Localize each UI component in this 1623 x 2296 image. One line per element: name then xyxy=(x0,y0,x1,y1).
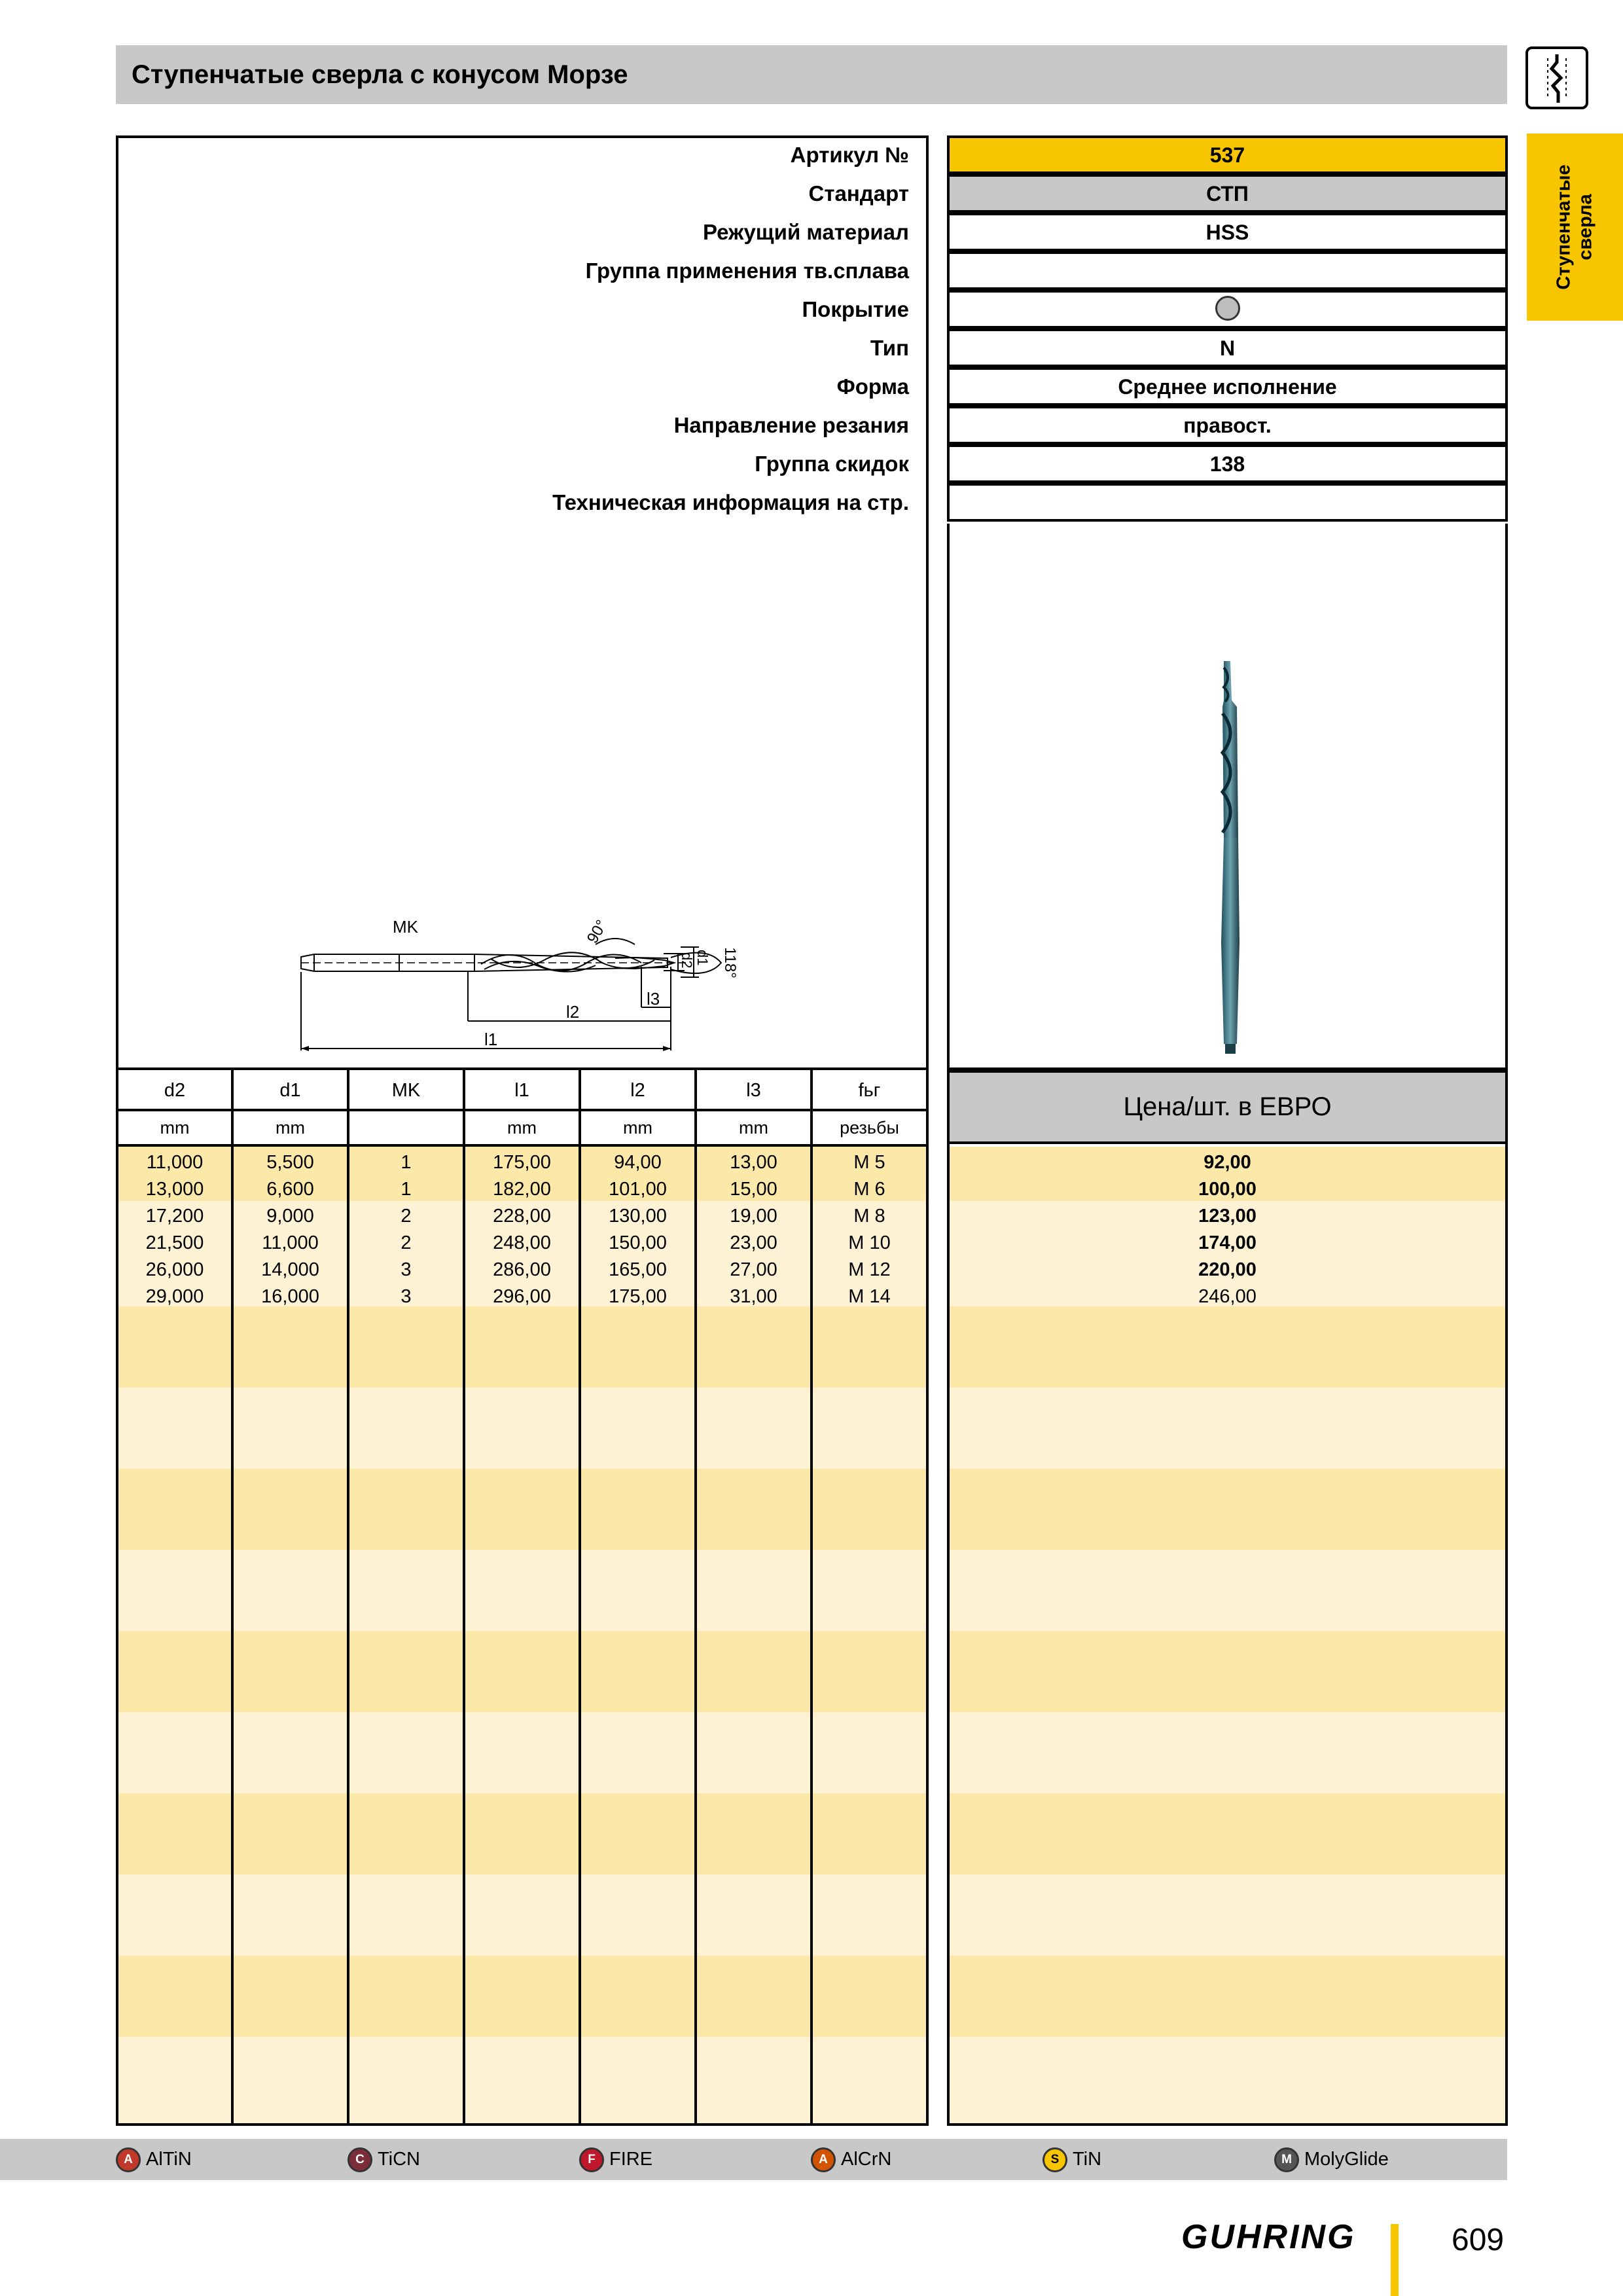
price-value: 246,00 xyxy=(1198,1286,1257,1307)
attr-label-tech-info: Техническая информация на стр. xyxy=(552,490,909,514)
legend-item-altin xyxy=(116,2139,192,2180)
attr-label-coating: Покрытие xyxy=(802,297,909,321)
step-drill-product-image xyxy=(1204,661,1250,1054)
table-row xyxy=(118,1230,926,1257)
price-value: 174,00 xyxy=(1198,1232,1257,1253)
ticn-coating-icon: C xyxy=(348,2147,372,2172)
cell-l1: 182,00 xyxy=(493,1179,551,1200)
legend-item-tin xyxy=(1043,2139,1101,2180)
attr-value-standard: СТП xyxy=(947,174,1508,213)
attr-label-standard: Стандарт xyxy=(808,181,909,206)
page-number: 609 xyxy=(1452,2223,1505,2257)
col-header-d2: d2 xyxy=(164,1080,186,1101)
price-value: 100,00 xyxy=(1198,1179,1257,1200)
legend-label: TiN xyxy=(1073,2149,1102,2170)
attr-value-form: Среднее исполнение xyxy=(947,367,1508,406)
cell-l1: 286,00 xyxy=(493,1259,551,1280)
attr-label-type: Тип xyxy=(870,336,909,360)
unit-l3: mm xyxy=(739,1118,768,1138)
legend-item-fire xyxy=(579,2139,652,2180)
brand-logo: GUHRING xyxy=(1181,2218,1356,2256)
cell-l1: 248,00 xyxy=(493,1232,551,1253)
label-l3: l3 xyxy=(647,989,660,1009)
table-row xyxy=(118,1283,926,1310)
attr-value-discount-group: 138 xyxy=(947,444,1508,483)
cell-thread: M 6 xyxy=(853,1179,885,1200)
cell-mk: 3 xyxy=(401,1286,412,1307)
table-row xyxy=(118,1257,926,1283)
legend-item-ticn xyxy=(348,2139,420,2180)
brand-separator xyxy=(1391,2224,1399,2296)
label-angle-90: 90° xyxy=(583,917,611,946)
cell-l3: 31,00 xyxy=(730,1286,777,1307)
cell-l2: 150,00 xyxy=(609,1232,667,1253)
col-header-l1: l1 xyxy=(514,1080,529,1101)
cell-mk: 1 xyxy=(401,1152,412,1173)
cell-l1: 228,00 xyxy=(493,1206,551,1227)
cell-l3: 19,00 xyxy=(730,1206,777,1227)
cell-thread: M 10 xyxy=(848,1232,891,1253)
attr-value-carbide-group xyxy=(947,251,1508,290)
drill-technical-drawing xyxy=(288,906,759,1057)
attr-value-article: 537 xyxy=(947,135,1508,174)
table-row xyxy=(118,1203,926,1230)
cell-l3: 13,00 xyxy=(730,1152,777,1173)
altin-coating-icon: A xyxy=(116,2147,141,2172)
legend-item-alcrn xyxy=(811,2139,891,2180)
molyglide-coating-icon: M xyxy=(1274,2147,1299,2172)
col-header-thread: fьг xyxy=(858,1080,881,1101)
cell-l1: 175,00 xyxy=(493,1152,551,1173)
cell-l3: 23,00 xyxy=(730,1232,777,1253)
cell-d2: 17,200 xyxy=(145,1206,204,1227)
attr-label-discount-group: Группа скидок xyxy=(755,452,909,476)
fire-coating-icon: F xyxy=(579,2147,604,2172)
cell-mk: 1 xyxy=(401,1179,412,1200)
cell-l2: 175,00 xyxy=(609,1286,667,1307)
cell-mk: 3 xyxy=(401,1259,412,1280)
legend-label: MolyGlide xyxy=(1304,2149,1389,2170)
unit-d1: mm xyxy=(276,1118,305,1138)
unit-l2: mm xyxy=(623,1118,652,1138)
cell-l1: 296,00 xyxy=(493,1286,551,1307)
label-angle-118: 118° xyxy=(721,947,739,978)
label-l1: l1 xyxy=(484,1030,498,1049)
cell-mk: 2 xyxy=(401,1232,412,1253)
cell-d1: 14,000 xyxy=(261,1259,319,1280)
cell-l2: 101,00 xyxy=(609,1179,667,1200)
table-row xyxy=(118,1149,926,1176)
step-drill-category-icon xyxy=(1525,46,1588,109)
attr-value-cutting-direction: правост. xyxy=(947,406,1508,444)
cell-thread: M 14 xyxy=(848,1286,891,1307)
uncoated-circle-icon xyxy=(1215,296,1240,321)
cell-d2: 29,000 xyxy=(145,1286,204,1307)
cell-d2: 11,000 xyxy=(146,1152,204,1173)
attr-value-cutting-material: HSS xyxy=(947,213,1508,251)
attr-label-cutting-direction: Направление резания xyxy=(673,413,909,437)
legend-item-molyglide xyxy=(1274,2139,1389,2180)
cell-l2: 165,00 xyxy=(609,1259,667,1280)
tin-coating-icon: S xyxy=(1043,2147,1067,2172)
unit-mk xyxy=(349,1111,463,1144)
attr-label-carbide-group: Группа применения тв.сплава xyxy=(585,259,909,283)
cell-d1: 16,000 xyxy=(261,1286,319,1307)
legend-label: AlTiN xyxy=(146,2149,192,2170)
cell-mk: 2 xyxy=(401,1206,412,1227)
table-units-divider xyxy=(116,1144,929,1147)
attr-value-coating xyxy=(947,290,1508,329)
alcrn-coating-icon: A xyxy=(811,2147,836,2172)
price-value: 220,00 xyxy=(1198,1259,1257,1280)
cell-l3: 27,00 xyxy=(730,1259,777,1280)
page-title: Ступенчатые сверла с конусом Морзе xyxy=(132,60,628,89)
side-tab-label: Ступенчатые сверла xyxy=(1553,164,1596,290)
label-d2: d2 xyxy=(679,952,695,969)
legend-label: AlCrN xyxy=(841,2149,892,2170)
cell-l2: 94,00 xyxy=(614,1152,662,1173)
attr-value-type: N xyxy=(947,329,1508,367)
cell-thread: M 8 xyxy=(853,1206,885,1227)
side-tab-label-wrap xyxy=(1527,134,1623,321)
table-row xyxy=(118,1176,926,1203)
label-mk: MK xyxy=(393,917,418,937)
attr-label-article: Артикул № xyxy=(790,143,909,167)
unit-thread: резьбы xyxy=(840,1118,899,1138)
attr-value-tech-info xyxy=(947,483,1508,522)
legend-label: TiCN xyxy=(378,2149,420,2170)
price-header: Цена/шт. в ЕВРО xyxy=(1123,1092,1332,1121)
unit-l1: mm xyxy=(507,1118,537,1138)
attr-label-cutting-material: Режущий материал xyxy=(702,220,909,244)
cell-d1: 9,000 xyxy=(266,1206,314,1227)
cell-thread: M 5 xyxy=(853,1152,885,1173)
col-header-l3: l3 xyxy=(746,1080,761,1101)
cell-l2: 130,00 xyxy=(609,1206,667,1227)
unit-d2: mm xyxy=(160,1118,190,1138)
col-header-mk: MK xyxy=(391,1080,421,1101)
col-header-l2: l2 xyxy=(630,1080,645,1101)
attr-label-form: Форма xyxy=(836,374,909,399)
col-header-d1: d1 xyxy=(279,1080,301,1101)
label-l2: l2 xyxy=(566,1002,580,1022)
cell-d2: 26,000 xyxy=(145,1259,204,1280)
cell-d2: 13,000 xyxy=(145,1179,204,1200)
cell-d2: 21,500 xyxy=(145,1232,204,1253)
cell-d1: 6,600 xyxy=(266,1179,314,1200)
cell-thread: M 12 xyxy=(848,1259,891,1280)
price-value: 92,00 xyxy=(1204,1152,1251,1173)
legend-label: FIRE xyxy=(609,2149,653,2170)
label-d1: d1 xyxy=(694,950,711,966)
cell-d1: 5,500 xyxy=(266,1152,314,1173)
price-value: 123,00 xyxy=(1198,1206,1257,1227)
cell-l3: 15,00 xyxy=(730,1179,777,1200)
cell-d1: 11,000 xyxy=(262,1232,319,1253)
